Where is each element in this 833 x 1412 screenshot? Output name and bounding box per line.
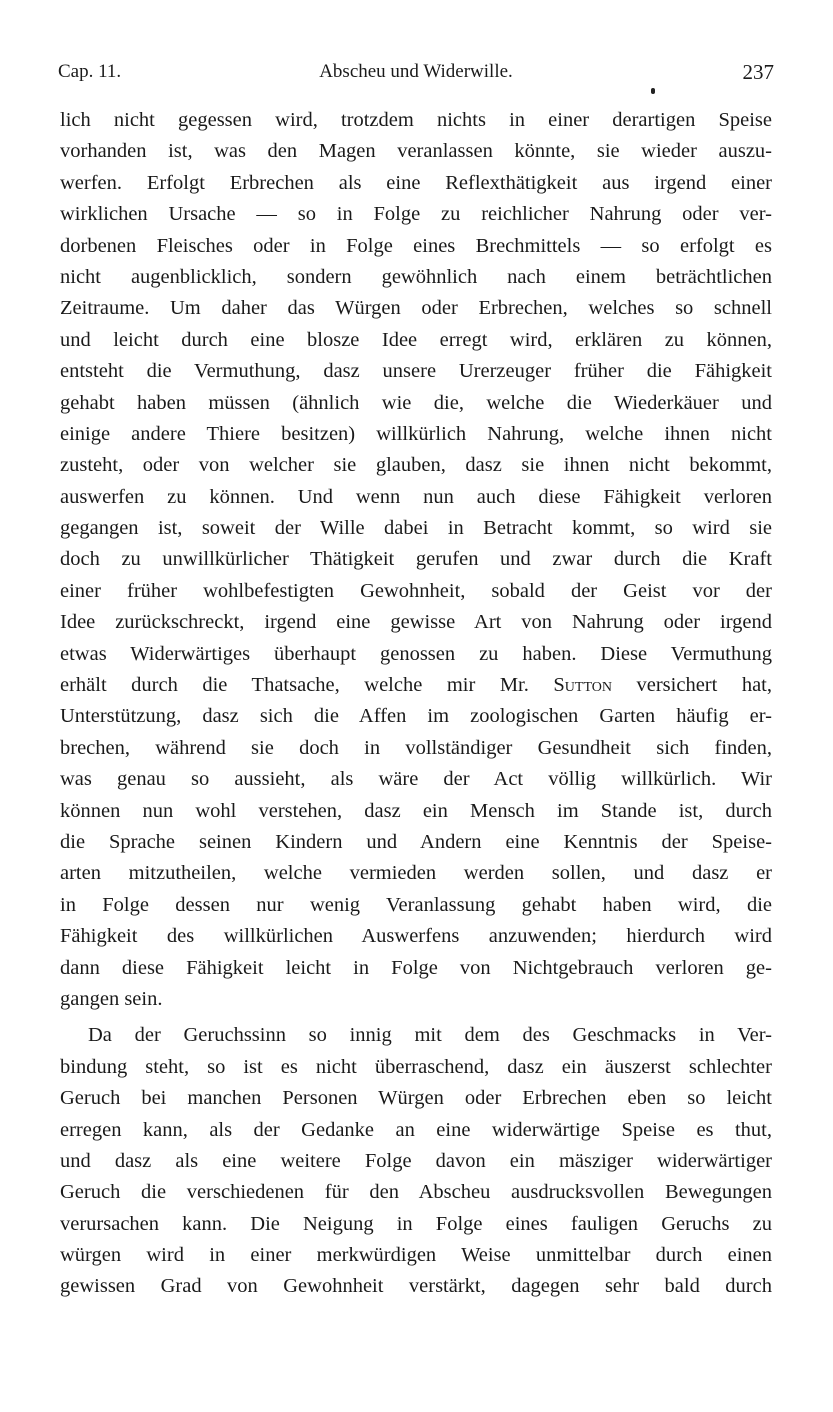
text-line: doch zu unwillkürlicher Thätigkeit gerufen und zwar durch die Kraft	[60, 548, 772, 571]
text-line: Geruch die verschiedenen für den Abscheu ausdrucksvollen Bewegungen	[60, 1181, 772, 1204]
running-title: Abscheu und Widerwille.	[319, 61, 513, 82]
text-line: Fähigkeit des willkürlichen Auswerfens anzuwenden; hierdurch wird	[60, 925, 772, 948]
text-line: erhält durch die Thatsache, welche mir Mr. Sutton versichert hat,	[60, 674, 772, 697]
text-line: Da der Geruchssinn so innig mit dem des Geschmacks in Ver-	[88, 1024, 772, 1047]
paragraph	[60, 1020, 772, 1303]
text-line: Idee zurückschreckt, irgend eine gewisse Art von Nahrung oder irgend	[60, 611, 772, 634]
text-line: bindung steht, so ist es nicht überraschend, dasz ein äuszerst schlechter	[60, 1055, 772, 1078]
text-line: verursachen kann. Die Neigung in Folge eines fauligen Geruchs zu	[60, 1212, 772, 1235]
text-line: in Folge dessen nur wenig Veranlassung gehabt haben wird, die	[60, 893, 772, 916]
running-head	[58, 58, 774, 86]
text-line: würgen wird in einer merkwürdigen Weise unmittelbar durch einen	[60, 1244, 772, 1267]
person-name-smallcaps: Sutton	[553, 674, 612, 697]
body-text	[60, 105, 772, 1303]
text-line: nicht augenblicklich, sondern gewöhnlich nach einem beträchtlichen	[60, 265, 772, 288]
text-line: gangen sein.	[60, 987, 163, 1010]
text-line: Unterstützung, dasz sich die Affen im zoologischen Garten häufig er-	[60, 705, 772, 728]
text-line: Geruch bei manchen Personen Würgen oder Erbrechen eben so leicht	[60, 1087, 772, 1110]
text-line: können nun wohl verstehen, dasz ein Mensch im Stande ist, durch	[60, 799, 772, 822]
text-line: werfen. Erfolgt Erbrechen als eine Reflexthätigkeit aus irgend einer	[60, 171, 772, 194]
text-line: auswerfen zu können. Und wenn nun auch diese Fähigkeit verloren	[60, 485, 772, 508]
paragraph	[60, 105, 772, 1015]
text-line: gehabt haben müssen (ähnlich wie die, welche die Wiederkäuer und	[60, 391, 772, 414]
ink-speck	[651, 88, 655, 94]
text-line: wirklichen Ursache — so in Folge zu reichlicher Nahrung oder ver-	[60, 203, 772, 226]
text-line: was genau so aussieht, als wäre der Act völlig willkürlich. Wir	[60, 768, 772, 791]
text-line: etwas Widerwärtiges überhaupt genossen zu haben. Diese Vermuthung	[60, 642, 772, 665]
text-line: die Sprache seinen Kindern und Andern eine Kenntnis der Speise-	[60, 830, 772, 853]
text-line: dorbenen Fleisches oder in Folge eines Brechmittels — so erfolgt es	[60, 234, 772, 257]
text-line: lich nicht gegessen wird, trotzdem nichts in einer derartigen Speise	[60, 109, 772, 131]
text-line: einige andere Thiere besitzen) willkürlich Nahrung, welche ihnen nicht	[60, 422, 772, 445]
text-line: und dasz als eine weitere Folge davon ein mäsziger widerwärtiger	[60, 1149, 772, 1172]
text-line: gegangen ist, soweit der Wille dabei in Betracht kommt, so wird sie	[60, 517, 772, 540]
text-line: erregen kann, als der Gedanke an eine widerwärtige Speise es thut,	[60, 1118, 772, 1141]
text-line: Zeitraume. Um daher das Würgen oder Erbrechen, welches so schnell	[60, 297, 772, 320]
text-line: arten mitzutheilen, welche vermieden werden sollen, und dasz er	[60, 862, 772, 885]
text-line: gewissen Grad von Gewohnheit verstärkt, dagegen sehr bald durch	[60, 1275, 772, 1298]
text-line: vorhanden ist, was den Magen veranlassen könnte, sie wieder auszu-	[60, 140, 772, 163]
text-line: und leicht durch eine blosze Idee erregt wird, erklären zu können,	[60, 328, 772, 351]
text-line: dann diese Fähigkeit leicht in Folge von Nichtgebrauch verloren ge-	[60, 956, 772, 979]
chapter-label: Cap. 11.	[58, 61, 122, 82]
text-line: zusteht, oder von welcher sie glauben, dasz sie ihnen nicht bekommt,	[60, 454, 772, 477]
text-line: brechen, während sie doch in vollständiger Gesundheit sich finden,	[60, 736, 772, 759]
text-line: einer früher wohlbefestigten Gewohnheit, sobald der Geist vor der	[60, 579, 772, 602]
page-number: 237	[742, 60, 774, 84]
text-line: entsteht die Vermuthung, dasz unsere Urerzeuger früher die Fähigkeit	[60, 360, 772, 383]
